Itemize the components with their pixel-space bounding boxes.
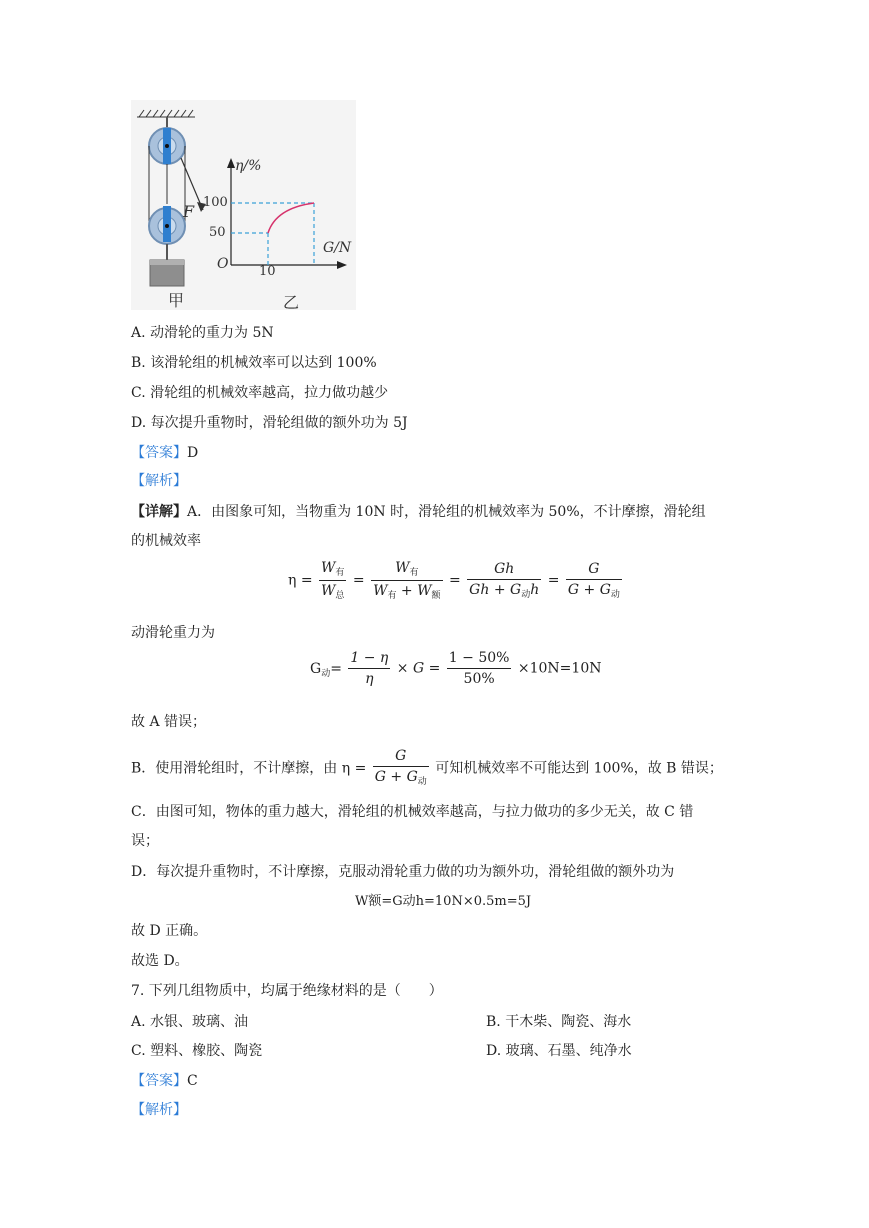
q6-detail-line3: 动滑轮重力为 (131, 625, 215, 641)
q6-detail-d-formula: W额=G动h=10N×0.5m=5J (355, 894, 532, 909)
q7-option-a: A. 水银、玻璃、油 (131, 1014, 249, 1030)
detail-label: 【详解】 (131, 504, 187, 520)
q6-option-d: D. 每次提升重物时，滑轮组做的额外功为 5J (131, 415, 408, 431)
b-post: 可知机械效率不可能达到 100%，故 B 错误； (435, 760, 723, 777)
q7-answer-value: C (187, 1073, 198, 1089)
b-inline-fraction: $\frac{G}{G + G_动}$ (374, 748, 427, 787)
origin-label: O (217, 256, 229, 272)
q6-detail-line2: 的机械效率 (131, 533, 201, 549)
q6-detail-line1 (131, 501, 706, 521)
efficiency-curve (268, 203, 314, 233)
ceiling (137, 110, 195, 117)
tick-10: 10 (259, 264, 276, 279)
q7-option-d: D. 玻璃、石墨、纯净水 (486, 1043, 632, 1059)
q6-detail-b (131, 748, 723, 787)
q7-option-b: B. 干木柴、陶瓷、海水 (486, 1014, 632, 1030)
q6-detail-c2: 误； (131, 833, 159, 849)
answer-label: 【答案】 (131, 445, 187, 461)
q7-stem: 7. 下列几组物质中，均属于绝缘材料的是（ ） (131, 983, 443, 999)
q6-option-a: A. 动滑轮的重力为 5N (131, 325, 274, 341)
efficiency-formula: η = $\frac{W_有}{W_总}$ = $\frac{W_有}{W_有 + W_额}$ = $\frac{Gh}{Gh + G_动h}$ = $\frac{G}{G + G_动}$ (288, 560, 620, 601)
q6-detail-c1: C．由图可知，物体的重力越大，滑轮组的机械效率越高，与拉力做功的多少无关，故 C 错 (131, 804, 694, 820)
q6-conclusion: 故选 D。 (131, 953, 189, 969)
q7-answer-label: 【答案】 (131, 1073, 187, 1089)
q7-answer (131, 1070, 198, 1090)
b-pre: B．使用滑轮组时，不计摩擦，由 η = (131, 760, 367, 777)
label-jia: 甲 (168, 291, 185, 310)
tick-100: 100 (203, 195, 228, 210)
detail-text-1: A．由图象可知，当物重为 10N 时，滑轮组的机械效率为 50%，不计摩擦，滑轮组 (187, 504, 706, 520)
q6-option-b: B. 该滑轮组的机械效率可以达到 100% (131, 355, 377, 371)
pulley-weight-formula: $G_动=$ $\frac{1 - \eta}{\eta}$ × G = $\frac{1 - 50\%}{50\%}$ ×10N=10N (310, 650, 602, 687)
q7-option-c: C. 塑料、橡胶、陶瓷 (131, 1043, 263, 1059)
tick-50: 50 (209, 225, 226, 240)
q6-answer (131, 442, 198, 462)
pulley-figure (131, 100, 356, 310)
answer-value: D (187, 445, 199, 461)
y-axis-label: η/% (235, 158, 262, 174)
figure-svg (131, 100, 356, 310)
x-axis-label: G/N (323, 240, 352, 256)
q7-analysis-label: 【解析】 (131, 1102, 187, 1118)
q6-detail-d2: 故 D 正确。 (131, 923, 208, 939)
force-label: F (183, 202, 195, 221)
q6-option-c: C. 滑轮组的机械效率越高，拉力做功越少 (131, 385, 389, 401)
q6-analysis-label: 【解析】 (131, 473, 187, 489)
label-yi: 乙 (283, 293, 300, 312)
q6-detail-d1: D．每次提升重物时，不计摩擦，克服动滑轮重力做的功为额外功，滑轮组做的额外功为 (131, 864, 675, 880)
q6-detail-line4: 故 A 错误； (131, 714, 207, 730)
